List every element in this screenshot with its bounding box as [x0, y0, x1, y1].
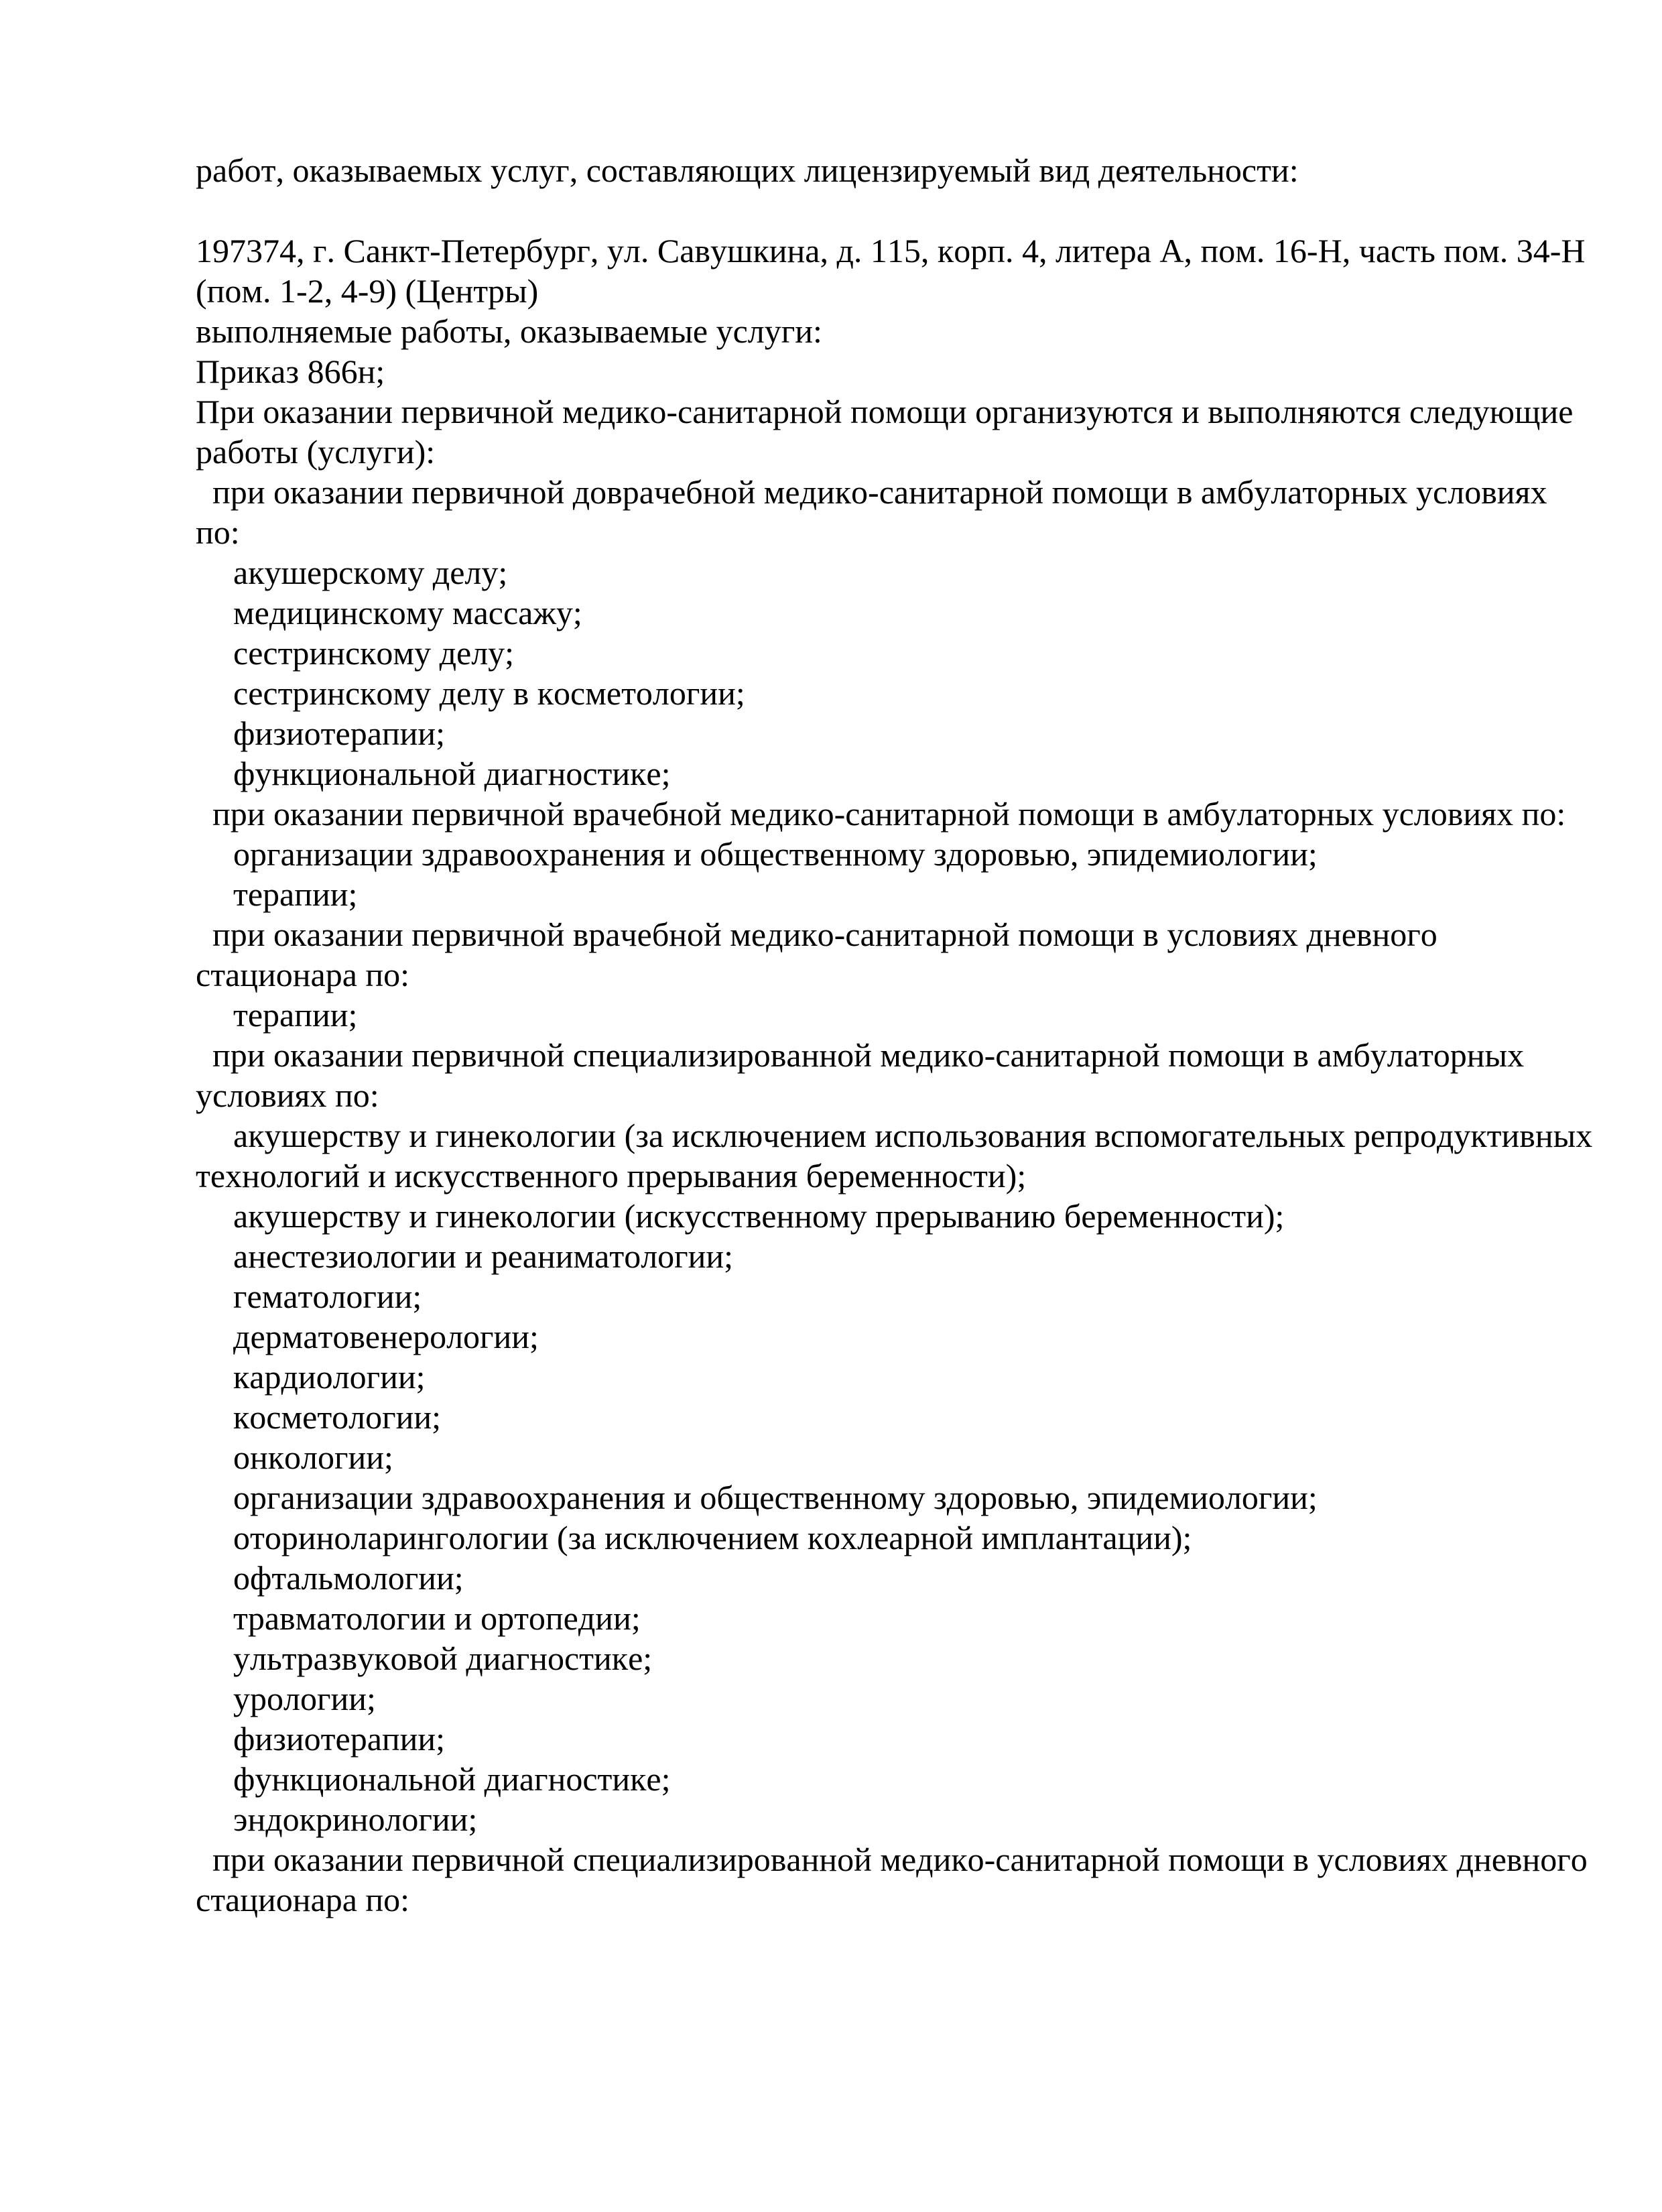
- document-line: онкологии;: [233, 1438, 393, 1476]
- document-line: офтальмологии;: [233, 1559, 464, 1597]
- document-line: сестринскому делу в косметологии;: [233, 674, 745, 712]
- document-line: при оказании первичной специализированной медико-санитарной помощи в условиях дневного: [212, 1841, 1588, 1878]
- document-line: технологий и искусственного прерывания беременности);: [196, 1157, 1027, 1194]
- document-line: организации здравоохранения и общественному здоровью, эпидемиологии;: [233, 835, 1318, 873]
- document-line: При оказании первичной медико-санитарной помощи организуются и выполняются следующие: [196, 393, 1574, 430]
- document-line: урологии;: [233, 1680, 376, 1717]
- document-line: физиотерапии;: [233, 1720, 446, 1758]
- document-line: анестезиологии и реаниматологии;: [233, 1237, 734, 1275]
- document-line: работы (услуги):: [196, 433, 436, 471]
- blank-line: [196, 190, 1596, 231]
- document-line: гематологии;: [233, 1278, 422, 1315]
- document-line: при оказании первичной специализированной медико-санитарной помощи в амбулаторных: [212, 1036, 1525, 1074]
- document-line: дерматовенерологии;: [233, 1318, 539, 1355]
- document-line: 197374, г. Санкт-Петербург, ул. Савушкина, д. 115, корп. 4, литера А, пом. 16-Н, часть пом. 34-Н: [196, 232, 1586, 269]
- document-line: терапии;: [233, 875, 358, 913]
- document-line: организации здравоохранения и общественному здоровью, эпидемиологии;: [233, 1479, 1318, 1516]
- document-line: Приказ 866н;: [196, 353, 385, 390]
- document-line: по:: [196, 513, 240, 551]
- document-line: работ, оказываемых услуг, составляющих лицензируемый вид деятельности:: [196, 151, 1299, 189]
- document-line: кардиологии;: [233, 1358, 426, 1396]
- document-line: акушерству и гинекологии (за исключением использования вспомогательных репродуктивных: [233, 1117, 1593, 1154]
- document-line: травматологии и ортопедии;: [233, 1599, 641, 1637]
- document-line: медицинскому массажу;: [233, 594, 582, 631]
- document-line: (пом. 1-2, 4-9) (Центры): [196, 272, 539, 310]
- document-line: сестринскому делу;: [233, 634, 515, 672]
- document-line: стационара по:: [196, 956, 410, 993]
- document-line: ультразвуковой диагностике;: [233, 1640, 653, 1677]
- document-line: оториноларингологии (за исключением кохлеарной имплантации);: [233, 1519, 1192, 1556]
- document-line: выполняемые работы, оказываемые услуги:: [196, 312, 822, 350]
- document-line: при оказании первичной врачебной медико-санитарной помощи в амбулаторных условиях по:: [212, 795, 1566, 833]
- document-line: эндокринологии;: [233, 1800, 478, 1838]
- document-line: стационара по:: [196, 1881, 410, 1918]
- document-line: физиотерапии;: [233, 715, 446, 752]
- document-line: акушерскому делу;: [233, 554, 508, 591]
- document-line: условиях по:: [196, 1077, 379, 1114]
- document-line: акушерству и гинекологии (искусственному прерыванию беременности);: [233, 1197, 1285, 1235]
- document-line: при оказании первичной врачебной медико-санитарной помощи в условиях дневного: [212, 916, 1437, 953]
- document-line: терапии;: [233, 996, 358, 1034]
- document-line: функциональной диагностике;: [233, 1760, 671, 1798]
- license-works-text-block: [196, 150, 1596, 1920]
- document-line: косметологии;: [233, 1398, 442, 1436]
- document-line: при оказании первичной доврачебной медико-санитарной помощи в амбулаторных условиях: [212, 473, 1547, 511]
- document-line: функциональной диагностике;: [233, 755, 671, 792]
